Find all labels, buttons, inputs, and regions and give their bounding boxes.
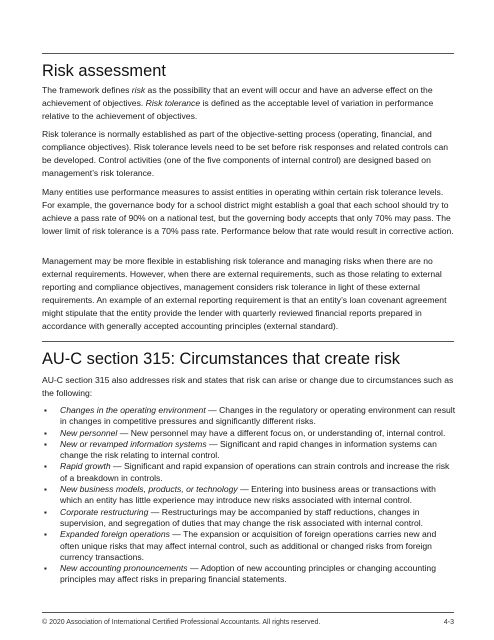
term-risk: risk (131, 85, 146, 95)
term-risk-tolerance: Risk tolerance (145, 98, 201, 108)
paragraph-risk-definition: The framework defines risk as the possibility that an event will occur and have an adverse effect on the achievement of objectives. Risk tolerance is defined as the acceptable level of variation in performance relative to the achievement of objectives. (42, 85, 434, 121)
page-number: 4-3 (443, 619, 454, 626)
page-footer (42, 619, 454, 626)
list-item: ▪ Expanded foreign operations — The expansion or acquisition of foreign operations carries new and often unique risks that may affect internal control, such as additional or changed risks from foreign currency transactions. (44, 529, 437, 562)
square-bullet-icon: ▪ (44, 564, 47, 574)
list-item: ▪ New personnel — New personnel may have a different focus on, or understanding of, internal control. (44, 427, 446, 438)
footer-rule (42, 612, 454, 613)
square-bullet-icon: ▪ (44, 530, 47, 540)
paragraph-performance-measures: Many entities use performance measures to assist entities in operating within certain risk tolerance levels. For example, the governance body for a school district might establish a goal that each school should try to achieve a pass rate of 90% on a national test, but the governing body accepts that only 70% may pass. The lower limit of risk tolerance is a 70% pass rate. Performance below that rate would result in corrective action. (42, 187, 454, 236)
circumstances-list (42, 405, 456, 586)
section-divider (42, 341, 454, 342)
paragraph-au-c-intro: AU-C section 315 also addresses risk and states that risk can arise or change due to circumstances such as the following: (42, 375, 454, 398)
square-bullet-icon: ▪ (44, 485, 47, 495)
list-item: ▪ New or revamped information systems — Significant and rapid changes in information systems can change the risk relating to internal control. (44, 438, 437, 461)
square-bullet-icon: ▪ (44, 507, 47, 517)
list-item: ▪ New business models, products, or technology — Entering into business areas or transactions with which an entity has little experience may introduce new risks associated with internal control. (44, 484, 436, 506)
section-title-risk-assessment: Risk assessment (42, 62, 166, 80)
square-bullet-icon: ▪ (44, 439, 47, 449)
top-rule (42, 53, 454, 54)
square-bullet-icon: ▪ (44, 462, 47, 472)
list-item: ▪ Corporate restructuring — Restructurings may be accompanied by staff reductions, changes in supervision, and segregation of duties that may change the risk associated with internal control. (44, 506, 424, 528)
square-bullet-icon: ▪ (44, 406, 47, 415)
copyright-notice: © 2020 Association of International Certified Professional Accountants. All rights reserved. (42, 619, 321, 626)
section-title-au-c-315: AU-C section 315: Circumstances that create risk (42, 350, 400, 368)
paragraph-external-requirements: Management may be more flexible in establishing risk tolerance and managing risks when there are no external requirements. However, when there are external requirements, such as those relating to external reporting and compliance objectives, management considers risk tolerance in light of these external requirements. An example of an external reporting requirement is that an entity’s loan covenant agreement might stipulate that the entity provide the lender with quarterly reviewed financial reports prepared in accordance with generally accepted accounting principles (external standard). (42, 256, 447, 331)
paragraph-risk-tolerance-setting: Risk tolerance is normally established as part of the objective-setting process (operating, financial, and compliance objectives). Risk tolerance levels need to be set before risk responses and related controls can be developed. Control activities (one of the five components of internal control) are designed based on management’s risk tolerance. (42, 129, 449, 178)
list-item: ▪ Rapid growth — Significant and rapid expansion of operations can strain controls and increase the risk of a breakdown in controls. (44, 461, 450, 483)
list-item: ▪ Changes in the operating environment — Changes in the regulatory or operating environment can result in changes in competitive pressures and significantly different risks. (44, 405, 456, 427)
list-item: ▪ New accounting pronouncements — Adoption of new accounting principles or changing accounting principles may affect risks in preparing financial statements. (44, 563, 436, 585)
square-bullet-icon: ▪ (44, 428, 47, 438)
